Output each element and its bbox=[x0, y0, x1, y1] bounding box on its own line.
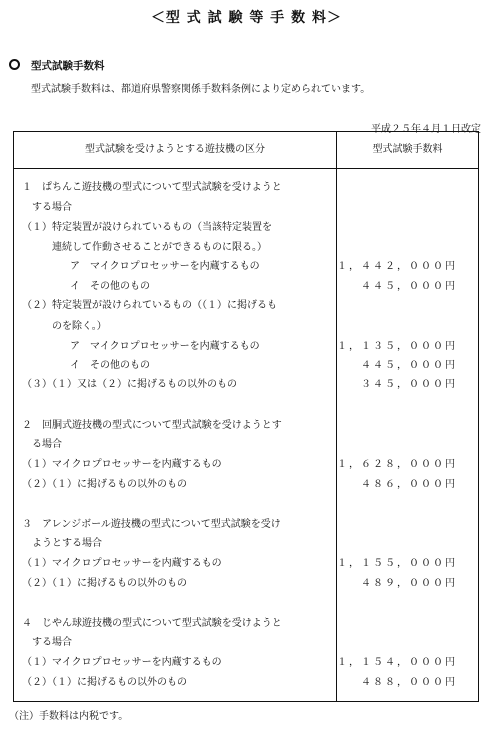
row-fee: ４４５，０００円 bbox=[361, 281, 457, 292]
row-fee: ４８８，０００円 bbox=[361, 677, 457, 688]
row-fee: １，１５４，０００円 bbox=[337, 657, 457, 668]
row-fee: １，１３５，０００円 bbox=[337, 341, 457, 352]
row-fee: １，６２８，０００円 bbox=[337, 459, 457, 470]
row-text: ア マイクロプロセッサーを内蔵するもの bbox=[70, 341, 260, 352]
row-text: 連続して作動させることができるものに限る。） bbox=[52, 242, 267, 253]
row-text: （２）特定装置が設けられているもの（（１）に掲げるも bbox=[22, 300, 277, 311]
fee-table bbox=[13, 131, 479, 702]
row-fee: ４８６，０００円 bbox=[361, 479, 457, 490]
section-heading-text: 型式試験手数料 bbox=[31, 60, 105, 72]
section-lead-text: 型式試験手数料は、都道府県警察関係手数料条例により定められています。 bbox=[31, 84, 371, 95]
row-fee: １，４４２，０００円 bbox=[337, 261, 457, 272]
row-text: する場合 bbox=[32, 637, 72, 648]
row-text: ３ アレンジボール遊技機の型式について型式試験を受け bbox=[22, 519, 281, 530]
row-text: （２）（１）に掲げるもの以外のもの bbox=[22, 578, 187, 589]
row-fee: ３４５，０００円 bbox=[361, 379, 457, 390]
row-text: （１）特定装置が設けられているもの（当該特定装置を bbox=[22, 222, 272, 233]
row-text: （１）マイクロプロセッサーを内蔵するもの bbox=[22, 657, 222, 668]
revision-date: 平成２５年４月１日改定 bbox=[371, 124, 481, 135]
row-text: イ その他のもの bbox=[70, 360, 150, 371]
column-divider bbox=[336, 132, 337, 701]
row-text: する場合 bbox=[32, 202, 72, 213]
row-text: （２）（１）に掲げるもの以外のもの bbox=[22, 677, 187, 688]
row-text: のを除く。） bbox=[52, 321, 107, 332]
row-text: ４ じやん球遊技機の型式について型式試験を受けようと bbox=[22, 618, 282, 629]
footnote: （注）手数料は内税です。 bbox=[9, 711, 129, 722]
row-text: イ その他のもの bbox=[70, 281, 150, 292]
page-title: ＜型 式 試 験 等 手 数 料＞ bbox=[150, 10, 343, 26]
row-fee: ４４５，０００円 bbox=[361, 360, 457, 371]
circle-bullet-icon bbox=[9, 59, 20, 70]
row-text: ようとする場合 bbox=[32, 538, 102, 549]
header-fee: 型式試験手数料 bbox=[372, 144, 443, 155]
row-text: （１）マイクロプロセッサーを内蔵するもの bbox=[22, 558, 222, 569]
row-text: ア マイクロプロセッサーを内蔵するもの bbox=[70, 261, 260, 272]
row-text: る場合 bbox=[32, 439, 62, 450]
row-text: （３）（１）又は（２）に掲げるもの以外のもの bbox=[22, 379, 237, 390]
row-text: （２）（１）に掲げるもの以外のもの bbox=[22, 479, 187, 490]
row-text: ２ 回胴式遊技機の型式について型式試験を受けようとす bbox=[22, 420, 282, 431]
row-text: （１）マイクロプロセッサーを内蔵するもの bbox=[22, 459, 222, 470]
header-category: 型式試験を受けようとする遊技機の区分 bbox=[85, 144, 265, 155]
row-fee: ４８９，０００円 bbox=[361, 578, 457, 589]
header-divider bbox=[14, 168, 478, 169]
row-text: １ ぱちんこ遊技機の型式について型式試験を受けようと bbox=[22, 182, 282, 193]
row-fee: １，１５５，０００円 bbox=[337, 558, 457, 569]
